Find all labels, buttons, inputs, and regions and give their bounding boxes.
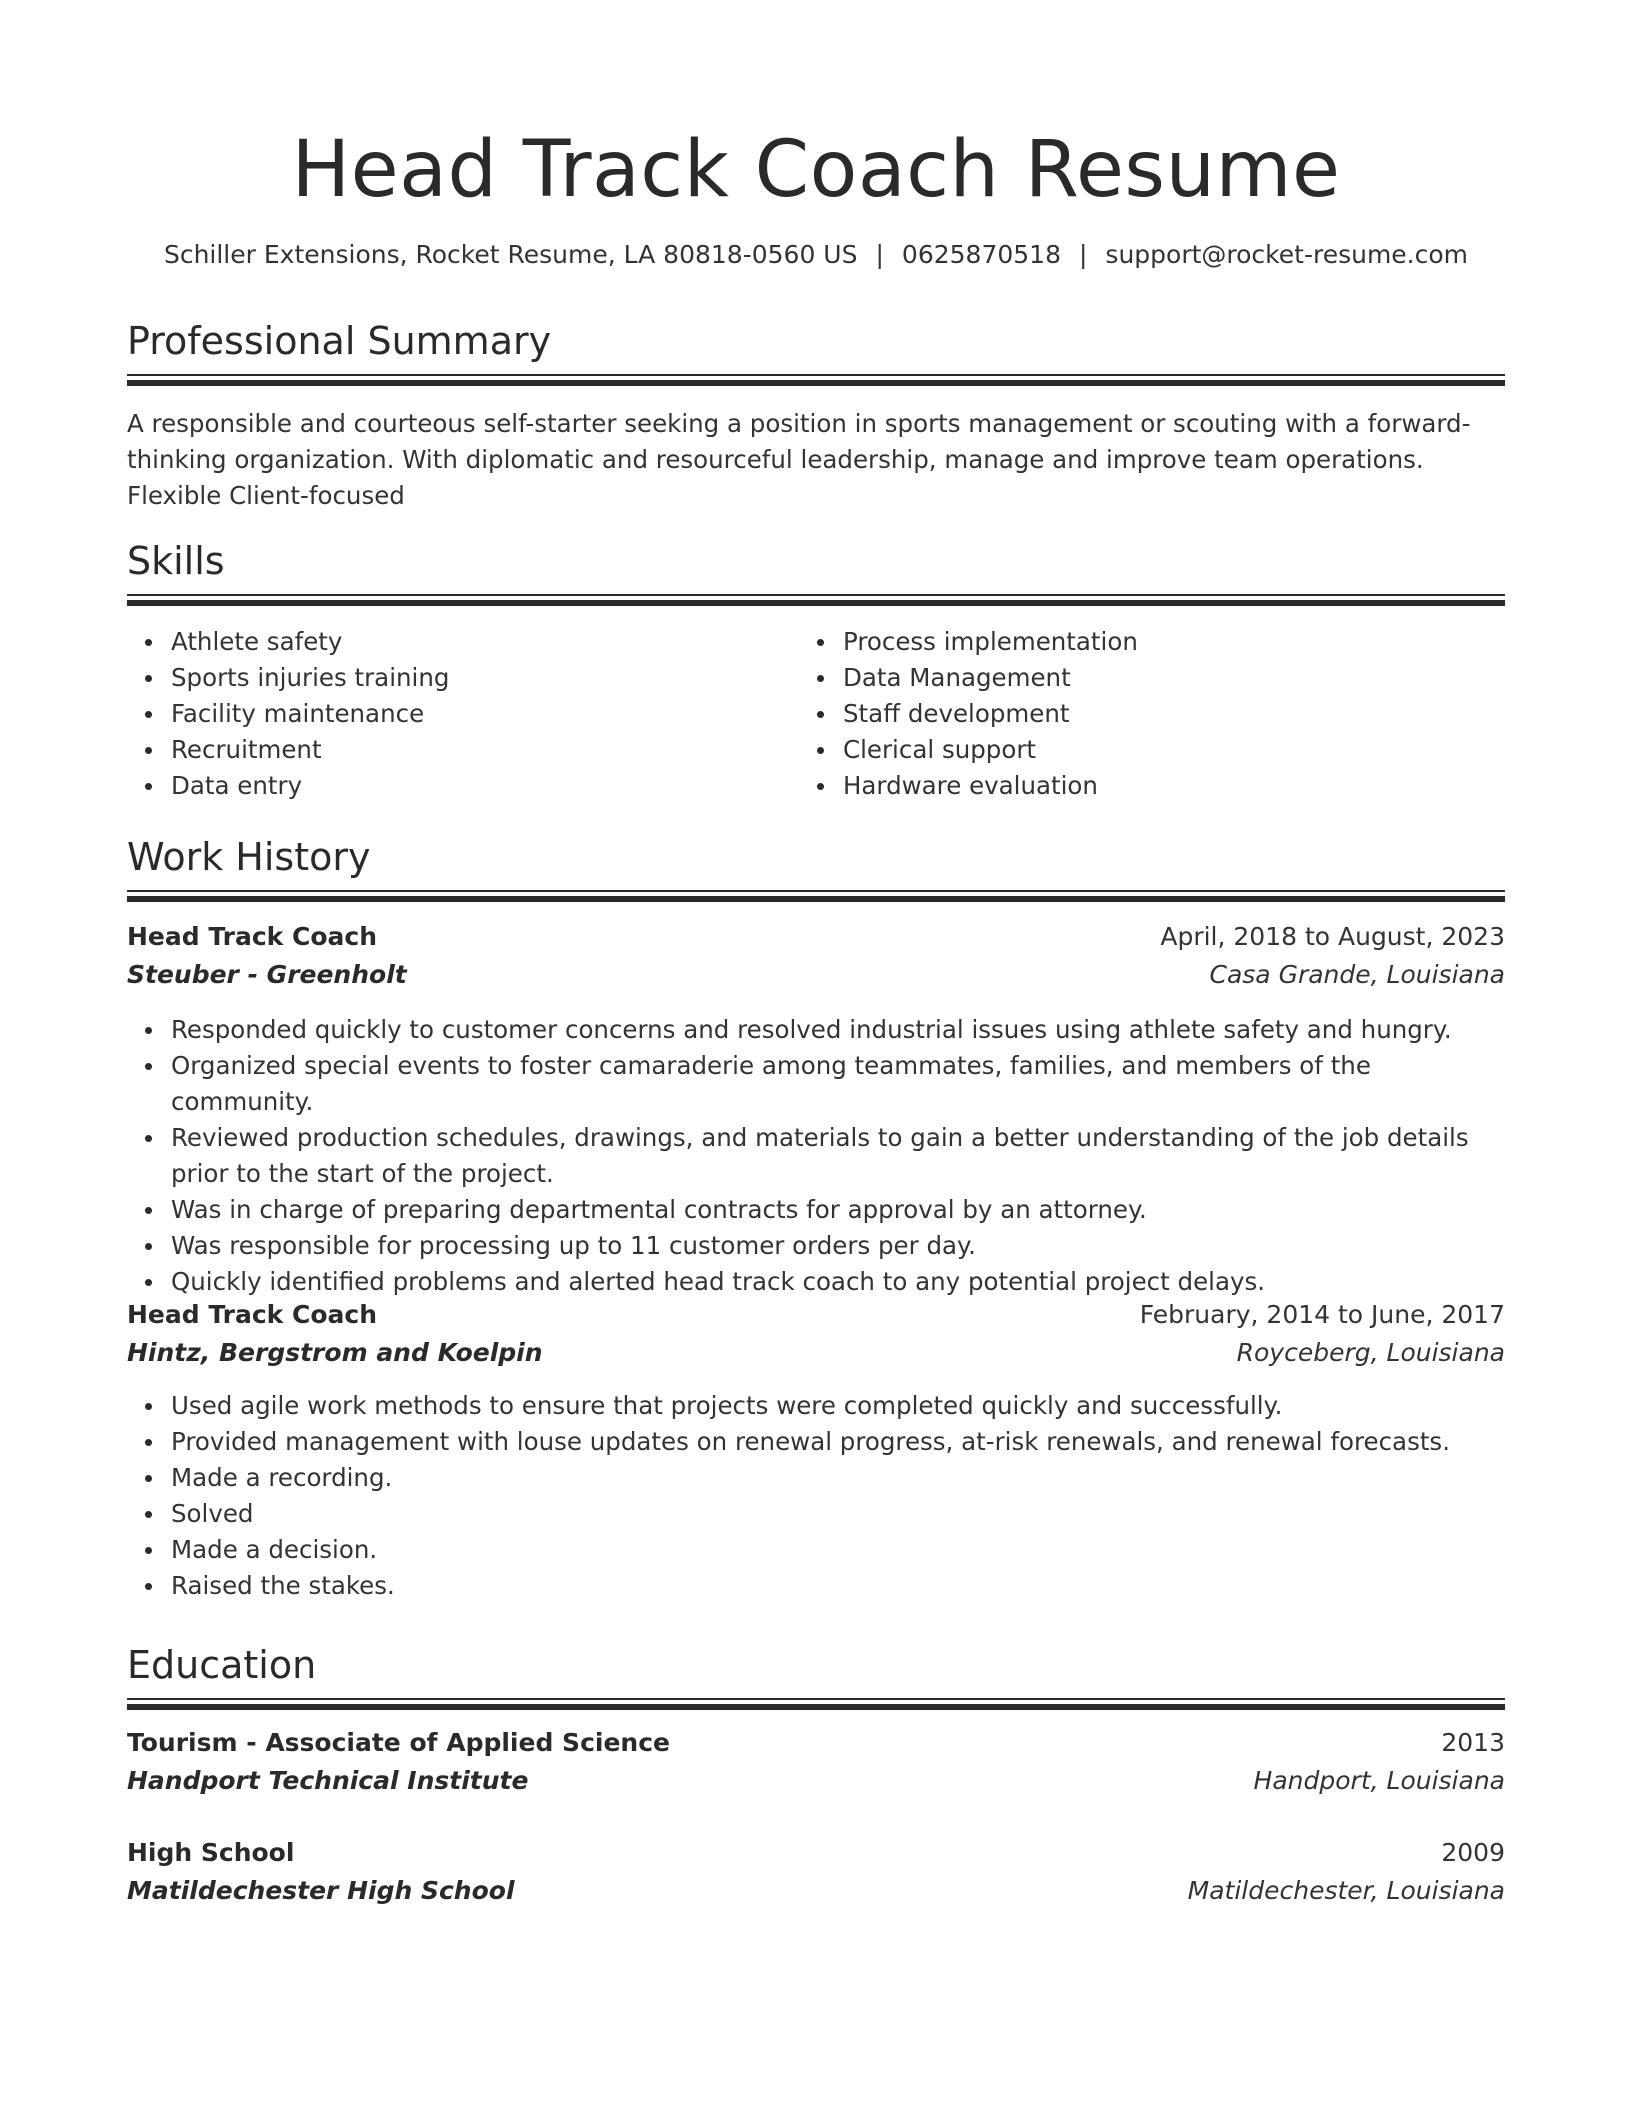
job-header	[127, 1296, 1505, 1334]
job-duties-list	[127, 1388, 1505, 1604]
section-divider	[127, 896, 1505, 902]
job-employer: Hintz, Bergstrom and Koelpin	[127, 1338, 543, 1367]
skill-item: Staff development	[843, 696, 1503, 732]
job-employer: Steuber - Greenholt	[127, 960, 407, 989]
job-subheader	[127, 956, 1505, 994]
skill-item: Recruitment	[171, 732, 791, 768]
skill-item: Hardware evaluation	[843, 768, 1503, 804]
skill-item: Data Management	[843, 660, 1503, 696]
education-header	[127, 1724, 1505, 1762]
education-location: Handport, Louisiana	[1253, 1766, 1505, 1795]
job-subheader	[127, 1334, 1505, 1372]
job-location: Royceberg, Louisiana	[1236, 1338, 1505, 1367]
contact-email[interactable]: support@rocket-resume.com	[1105, 240, 1469, 269]
section-divider	[127, 374, 1505, 376]
job-duty: Made a recording.	[171, 1460, 1505, 1496]
skill-item: Athlete safety	[171, 624, 791, 660]
contact-line	[127, 238, 1505, 272]
job-duty: Provided management with louse updates on renewal progress, at-risk renewals, and renewal forecasts.	[171, 1424, 1505, 1460]
education-year: 2009	[1441, 1838, 1505, 1867]
education-degree: High School	[127, 1838, 295, 1867]
education-header	[127, 1834, 1505, 1872]
job-location: Casa Grande, Louisiana	[1209, 960, 1505, 989]
job-duty: Reviewed production schedules, drawings, and materials to gain a better understanding of the job details prior to the start of the project.	[171, 1120, 1505, 1192]
summary-text: A responsible and courteous self-starter seeking a position in sports management or scouting with a forward-thinking organization. With diplomatic and resourceful leadership, manage and improve team operations. Flexible Client-focused	[127, 409, 1471, 510]
contact-address: Schiller Extensions, Rocket Resume, LA 80818-0560 US	[163, 240, 858, 269]
education-subheader	[127, 1762, 1505, 1800]
job-duty: Was responsible for processing up to 11 customer orders per day.	[171, 1228, 1505, 1264]
education-school: Handport Technical Institute	[127, 1766, 529, 1795]
skills-heading: Skills	[127, 539, 225, 583]
job-duties-list	[127, 1012, 1505, 1300]
job-header	[127, 918, 1505, 956]
job-duty: Quickly identified problems and alerted head track coach to any potential project delays.	[171, 1264, 1505, 1300]
skills-list-right	[799, 624, 1503, 804]
contact-separator: |	[1078, 240, 1088, 269]
skill-item: Data entry	[171, 768, 791, 804]
job-duty: Was in charge of preparing departmental contracts for approval by an attorney.	[171, 1192, 1505, 1228]
section-divider	[127, 890, 1505, 892]
job-duty: Raised the stakes.	[171, 1568, 1505, 1604]
skill-item: Clerical support	[843, 732, 1503, 768]
skills-list-left	[127, 624, 791, 804]
job-dates: April, 2018 to August, 2023	[1160, 922, 1505, 951]
education-subheader	[127, 1872, 1505, 1910]
job-title: Head Track Coach	[127, 922, 378, 951]
job-duty: Used agile work methods to ensure that projects were completed quickly and successfully.	[171, 1388, 1505, 1424]
job-duty: Made a decision.	[171, 1532, 1505, 1568]
section-divider	[127, 600, 1505, 606]
education-location: Matildechester, Louisiana	[1187, 1876, 1505, 1905]
summary-heading: Professional Summary	[127, 319, 552, 363]
job-duty: Responded quickly to customer concerns and resolved industrial issues using athlete safety and hungry.	[171, 1012, 1505, 1048]
job-dates: February, 2014 to June, 2017	[1139, 1300, 1505, 1329]
job-duty: Organized special events to foster camaraderie among teammates, families, and members of the community.	[171, 1048, 1505, 1120]
section-divider	[127, 1698, 1505, 1700]
section-divider	[127, 594, 1505, 596]
work-heading: Work History	[127, 835, 371, 879]
education-heading: Education	[127, 1643, 317, 1687]
contact-separator: |	[875, 240, 884, 269]
section-divider	[127, 1704, 1505, 1710]
education-school: Matildechester High School	[127, 1876, 515, 1905]
education-degree: Tourism - Associate of Applied Science	[127, 1728, 670, 1757]
education-year: 2013	[1441, 1728, 1505, 1757]
skill-item: Sports injuries training	[171, 660, 791, 696]
job-title: Head Track Coach	[127, 1300, 378, 1329]
resume-title: Head Track Coach Resume	[291, 125, 1341, 215]
skill-item: Process implementation	[843, 624, 1503, 660]
job-duty: Solved	[171, 1496, 1505, 1532]
section-divider	[127, 380, 1505, 386]
contact-phone: 0625870518	[901, 240, 1061, 269]
skill-item: Facility maintenance	[171, 696, 791, 732]
